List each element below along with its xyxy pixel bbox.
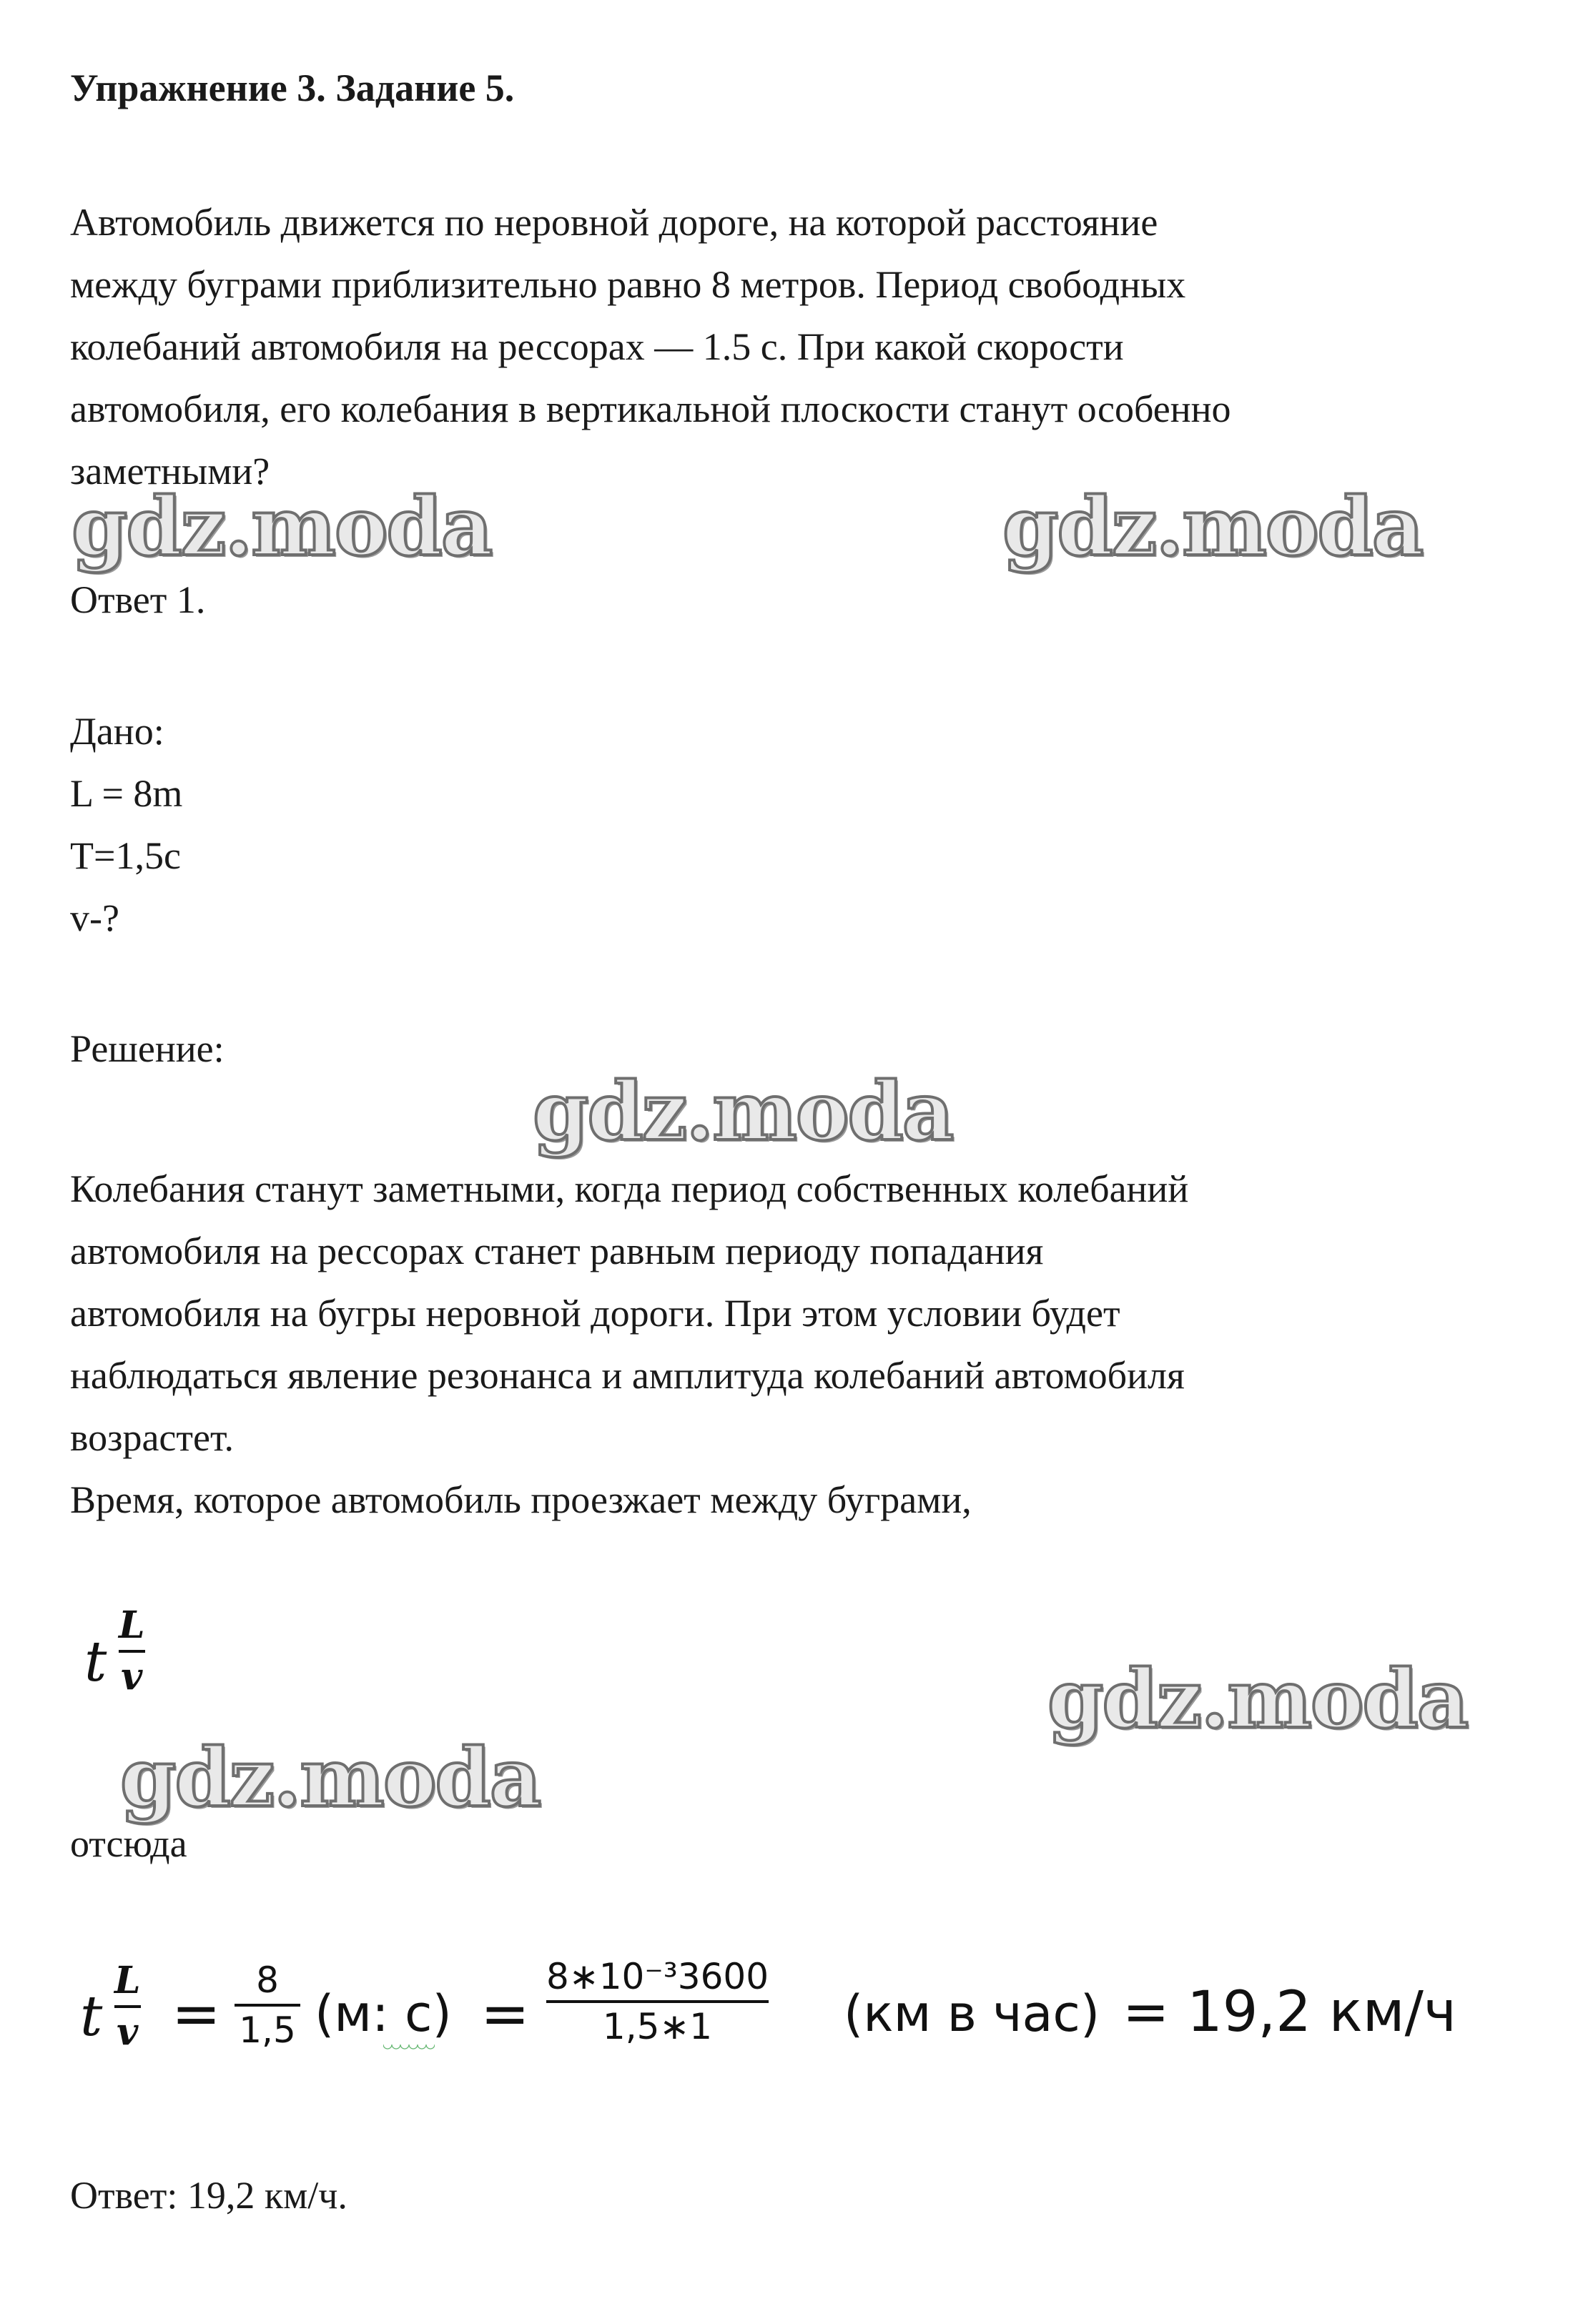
solution-line: Колебания станут заметными, когда период собственных колебаний — [70, 1167, 1189, 1210]
given-item: v-? — [70, 896, 119, 939]
formula2-var: t — [80, 1984, 103, 2049]
watermark-logo: gdz.moda — [533, 1065, 953, 1159]
spellcheck-underline — [383, 2044, 435, 2052]
formula1-numerator: L — [119, 1603, 145, 1647]
problem-text — [70, 192, 1231, 503]
fraction-bar — [235, 2004, 300, 2007]
problem-line: колебаний автомобиля на рессорах — 1.5 с. При какой скорости — [70, 325, 1124, 368]
watermark-logo: gdz.moda — [1002, 480, 1423, 574]
formula2-fraction-lv — [114, 1959, 141, 2054]
given-item: T=1,5c — [70, 834, 181, 877]
watermark-logo: gdz.moda — [1047, 1653, 1468, 1746]
solution-line: наблюдаться явление резонанса и амплитуда колебаний автомобиля — [70, 1354, 1185, 1397]
given-item: L = 8m — [70, 772, 183, 815]
formula2-numerator: L — [114, 1959, 141, 2002]
problem-line: заметными? — [70, 450, 270, 493]
final-answer: Ответ: 19,2 км/ч. — [70, 2174, 347, 2217]
problem-line: Автомобиль движется по неровной дороге, на которой расстояние — [70, 201, 1158, 244]
watermark-logo: gdz.moda — [71, 480, 492, 574]
solution-line: Время, которое автомобиль проезжает между буграми, — [70, 1478, 972, 1521]
formula2-units-ms: (м: с) — [315, 1984, 452, 2043]
solution-line: автомобиля на рессорах станет равным периоду попадания — [70, 1230, 1044, 1272]
formula1-denominator: v — [121, 1655, 143, 1699]
formula2-denominator: 1,5 — [239, 2009, 296, 2051]
formula1-var: t — [84, 1630, 107, 1694]
solution-line: возрастет. — [70, 1416, 234, 1459]
formula2-numerator: 8∗10⁻³3600 — [546, 1956, 769, 1997]
formula1-fraction — [119, 1603, 145, 1699]
given-block — [70, 701, 182, 949]
equals-sign: = — [480, 1980, 530, 2048]
solution-text — [70, 1158, 1188, 1531]
solution-line: автомобиля на бугры неровной дороги. При этом условии будет — [70, 1292, 1120, 1335]
problem-line: между буграми приблизительно равно 8 метров. Период свободных — [70, 263, 1186, 306]
formula2-denominator: 1,5∗1 — [602, 2006, 713, 2047]
solution-label: Решение: — [70, 1027, 225, 1070]
problem-line: автомобиля, его колебания в вертикальной плоскости станут особенно — [70, 387, 1231, 430]
formula2-fraction-numeric — [235, 1959, 300, 2051]
formula2-fraction-conversion — [546, 1956, 769, 2047]
formula2-numerator: 8 — [256, 1959, 279, 2001]
equals-sign: = — [172, 1980, 221, 2048]
formula2-result: = 19,2 км/ч — [1123, 1980, 1456, 2044]
fraction-bar — [546, 2000, 769, 2003]
given-label: Дано: — [70, 710, 164, 753]
formula2-denominator: v — [117, 2010, 139, 2054]
answer-label: Ответ 1. — [70, 578, 206, 621]
fraction-bar — [114, 2005, 141, 2008]
formula2-units-kmh: (км в час) — [844, 1984, 1100, 2043]
watermark-logo: gdz.moda — [120, 1731, 541, 1825]
hence-label: отсюда — [70, 1822, 187, 1865]
fraction-bar — [119, 1650, 145, 1653]
exercise-title: Упражнение 3. Задание 5. — [70, 66, 515, 109]
